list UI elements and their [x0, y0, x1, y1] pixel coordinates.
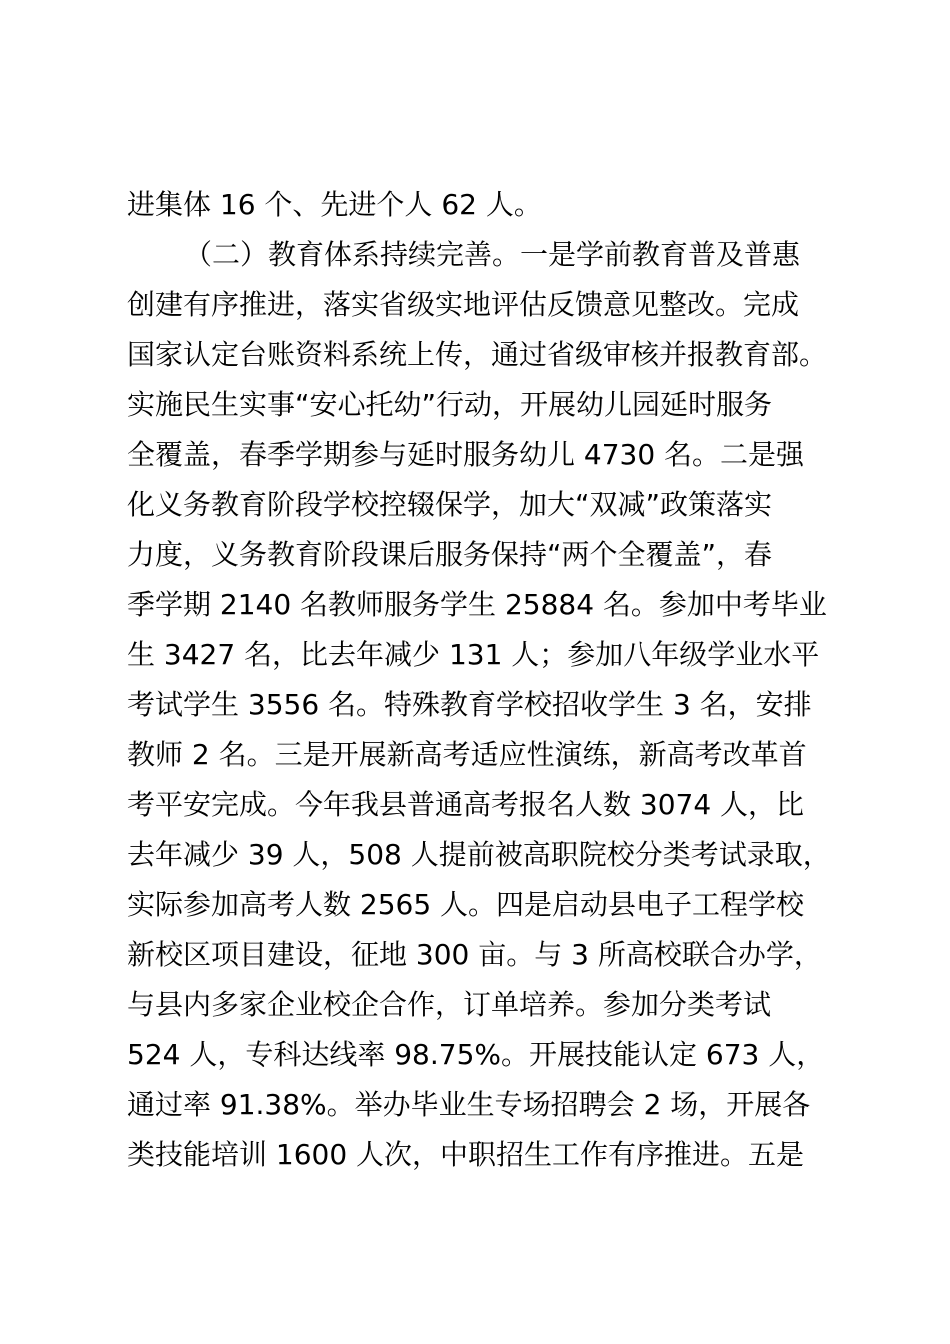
text-line: 实际参加高考人数 2565 人。四是启动县电子工程学校 [127, 888, 805, 921]
text-line: 与县内多家企业校企合作，订单培养。参加分类考试 [127, 988, 772, 1021]
text-line: 力度，义务教育阶段课后服务保持“两个全覆盖”，春 [127, 538, 773, 571]
text-line: 类技能培训 1600 人次，中职招生工作有序推进。五是 [127, 1138, 805, 1171]
text-line: 新校区项目建设，征地 300 亩。与 3 所高校联合办学， [127, 938, 822, 971]
text-line: 创建有序推进，落实省级实地评估反馈意见整改。完成 [127, 288, 800, 321]
text-line: 化义务教育阶段学校控辍保学，加大“双减”政策落实 [127, 488, 773, 521]
text-line: 进集体 16 个、先进个人 62 人。 [127, 188, 542, 221]
text-line: 524 人，专科达线率 98.75%。开展技能认定 673 人， [127, 1038, 825, 1071]
text-line: 国家认定台账资料系统上传，通过省级审核并报教育部。 [127, 338, 828, 371]
body-text [127, 180, 847, 1180]
text-line: 通过率 91.38%。举办毕业生专场招聘会 2 场，开展各 [127, 1088, 811, 1121]
text-line: 考平安完成。今年我县普通高考报名人数 3074 人，比 [127, 788, 805, 821]
text-line: 季学期 2140 名教师服务学生 25884 名。参加中考毕业 [127, 588, 827, 621]
text-line: 全覆盖，春季学期参与延时服务幼儿 4730 名。二是强 [127, 438, 805, 471]
text-line: 教师 2 名。三是开展新高考适应性演练，新高考改革首 [127, 738, 807, 771]
text-line: 考试学生 3556 名。特殊教育学校招收学生 3 名，安排 [127, 688, 812, 721]
text-line: 生 3427 名，比去年减少 131 人；参加八年级学业水平 [127, 638, 820, 671]
text-line: 去年减少 39 人，508 人提前被高职院校分类考试录取， [127, 838, 831, 871]
section-heading-line: （二）教育体系持续完善。一是学前教育普及普惠 [184, 238, 801, 271]
text-line: 实施民生实事“安心托幼”行动，开展幼儿园延时服务 [127, 388, 773, 421]
